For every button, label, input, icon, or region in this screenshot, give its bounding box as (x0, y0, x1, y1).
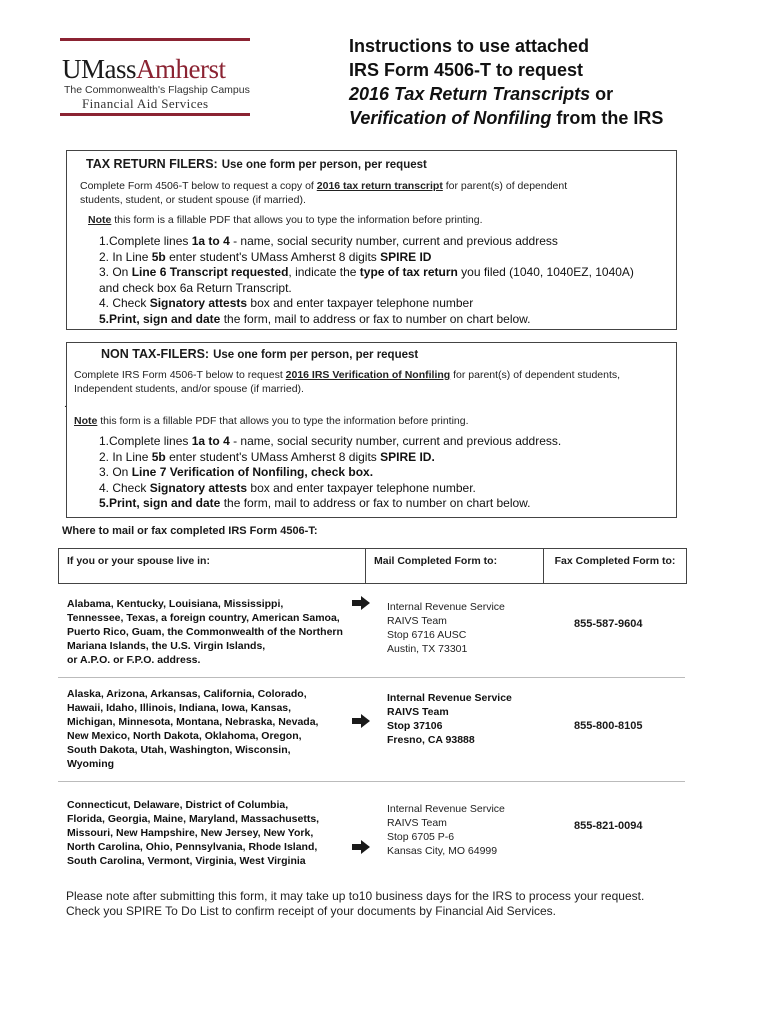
table-row-1-address: Internal Revenue Service RAIVS Team Stop 6716 AUSC Austin, TX 73301 (387, 601, 505, 655)
table-row-3-states: Connecticut, Delaware, District of Columbia, Florida, Georgia, Maine, Maryland, Massachusetts, Missouri, New Hampshire, New Jersey, New York, North Carolina, Ohio, Pennsylvania, Rhode Island, South Carolina, Vermont, Virginia, West Virginia (67, 799, 320, 867)
spire-note: Check you SPIRE To Do List to confirm receipt of your documents by Financial Aid Services. (66, 904, 556, 918)
row-divider (58, 677, 685, 678)
column-header-fax: Fax Completed Form to: (554, 555, 676, 567)
row-divider (58, 781, 685, 782)
non-filers-steps: 1.Complete lines 1a to 4 - name, social security number, current and previous address. 2. In Line 5b enter student's UMass Amherst 8 digits SPIRE ID. 3. On Line 7 Verification of Nonfiling, check box. 4. Check Signatory attests box and enter taxpayer telephone number. 5.Print, sign and date the form, mail to address or fax to number on chart below. (99, 434, 562, 510)
column-header-mail: Mail Completed Form to: (366, 549, 544, 583)
logo-tagline: The Commonwealth's Flagship Campus (64, 84, 250, 96)
table-row-1-fax: 855-587-9604 (574, 618, 643, 630)
non-filers-heading: NON TAX-FILERS: Use one form per person, per request (101, 347, 419, 361)
right-arrow-icon (352, 596, 370, 610)
table-row-2-fax: 855-800-8105 (574, 720, 643, 732)
table-row-3-fax: 855-821-0094 (574, 820, 643, 832)
tax-filers-heading: TAX RETURN FILERS: Use one form per person, per request (86, 157, 427, 171)
stray-mark: . (64, 398, 67, 410)
right-arrow-icon (352, 840, 370, 854)
table-header (58, 548, 687, 584)
page-title: Instructions to use attached IRS Form 4506-T to request 2016 Tax Return Transcripts or Verification of Nonfiling from the IRS (349, 36, 664, 128)
table-row-2-states: Alaska, Arizona, Arkansas, California, Colorado, Hawaii, Idaho, Illinois, Indiana, Iowa, Kansas, Michigan, Minnesota, Montana, Nebraska, Nevada, New Mexico, North Dakota, Oklahoma, Oregon, South Dakota, Utah, Washington, Wisconsin, Wyoming (67, 688, 319, 770)
right-arrow-icon (352, 714, 370, 728)
logo-rule-bottom (60, 113, 250, 116)
column-header-state: If you or your spouse live in: (59, 549, 366, 583)
non-filers-intro: Complete IRS Form 4506-T below to request 2016 IRS Verification of Nonfiling for parent(s) of dependent students, Independent students, and/or spouse (if married). (74, 369, 621, 395)
table-row-2-address: Internal Revenue Service RAIVS Team Stop 37106 Fresno, CA 93888 (387, 692, 512, 746)
tax-filers-note: Note this form is a fillable PDF that allows you to type the information before printing. (88, 214, 483, 226)
logo-office: Financial Aid Services (82, 96, 209, 111)
table-caption: Where to mail or fax completed IRS Form 4506-T: (62, 525, 318, 537)
processing-note: Please note after submitting this form, it may take up to10 business days for the IRS to process your request. (66, 889, 645, 903)
non-filers-note: Note this form is a fillable PDF that allows you to type the information before printing. (74, 415, 469, 427)
table-row-1-states: Alabama, Kentucky, Louisiana, Mississippi, Tennessee, Texas, a foreign country, American Samoa, Puerto Rico, Guam, the Commonwealth of the Northern Mariana Islands, the U.S. Virgin Islands, or A.P.O. or F.P.O. address. (67, 598, 343, 666)
university-logo: UMassAmherst (62, 54, 226, 84)
tax-filers-steps: 1.Complete lines 1a to 4 - name, social security number, current and previous address 2. In Line 5b enter student's UMass Amherst 8 digits SPIRE ID 3. On Line 6 Transcript requested, indicate the type of tax return you filed (1040, 1040EZ, 1040A) and check box 6a Return Transcript. 4. Check Signatory attests box and enter taxpayer telephone number 5.Print, sign and date the form, mail to address or fax to number on chart below. (99, 234, 634, 326)
table-row-3-address: Internal Revenue Service RAIVS Team Stop 6705 P-6 Kansas City, MO 64999 (387, 803, 505, 857)
tax-filers-intro: Complete Form 4506-T below to request a copy of 2016 tax return transcript for parent(s) of dependent students, student, or student spouse (if married). (80, 180, 568, 206)
logo-rule-top (60, 38, 250, 41)
